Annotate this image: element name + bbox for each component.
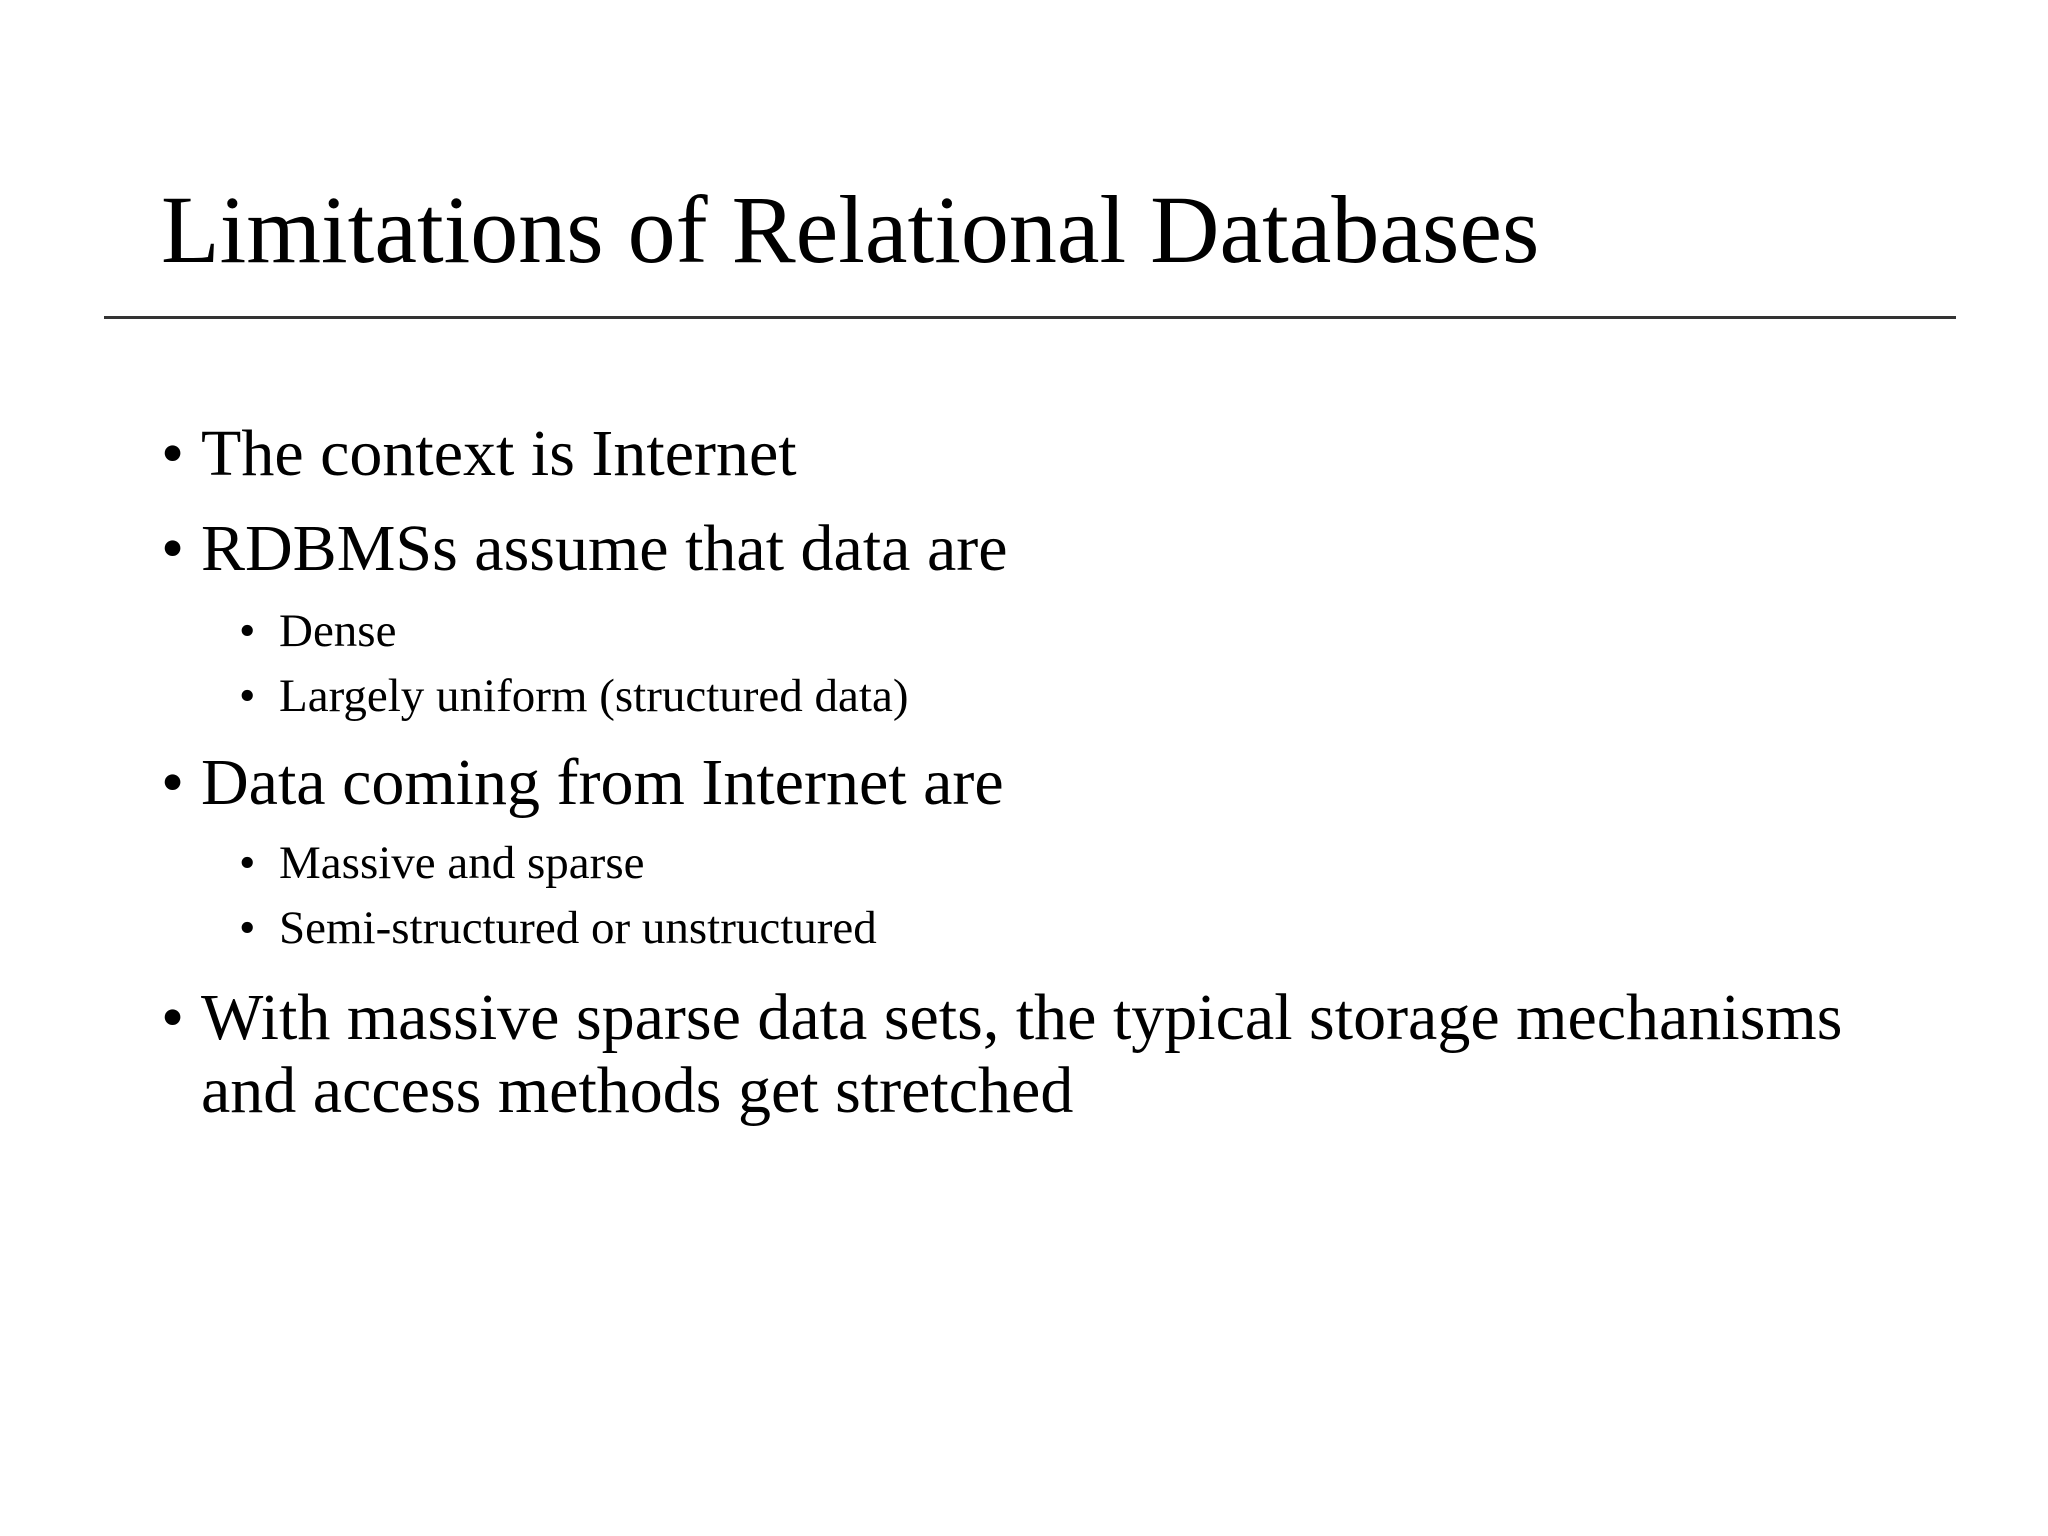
bullet-text: RDBMSs assume that data are <box>201 512 1008 585</box>
title-divider <box>104 316 1956 319</box>
sub-bullet-icon: • <box>239 837 256 889</box>
sub-bullet-text: Largely uniform (structured data) <box>279 670 909 722</box>
sub-bullet-icon: • <box>239 902 256 954</box>
bullet-text: and access methods get stretched <box>201 1054 1074 1127</box>
bullet-icon: • <box>161 981 185 1054</box>
bullet-icon: • <box>161 512 185 585</box>
slide-title: Limitations of Relational Databases <box>161 176 1540 283</box>
sub-bullet-icon: • <box>239 605 256 657</box>
bullet-text: Data coming from Internet are <box>201 746 1004 819</box>
bullet-icon: • <box>161 746 185 819</box>
bullet-text: With massive sparse data sets, the typical storage mechanisms <box>201 981 1843 1054</box>
sub-bullet-text: Dense <box>279 605 397 657</box>
sub-bullet-text: Massive and sparse <box>279 837 645 889</box>
sub-bullet-icon: • <box>239 670 256 722</box>
sub-bullet-text: Semi-structured or unstructured <box>279 902 877 954</box>
bullet-text: The context is Internet <box>201 417 797 490</box>
bullet-icon: • <box>161 417 185 490</box>
